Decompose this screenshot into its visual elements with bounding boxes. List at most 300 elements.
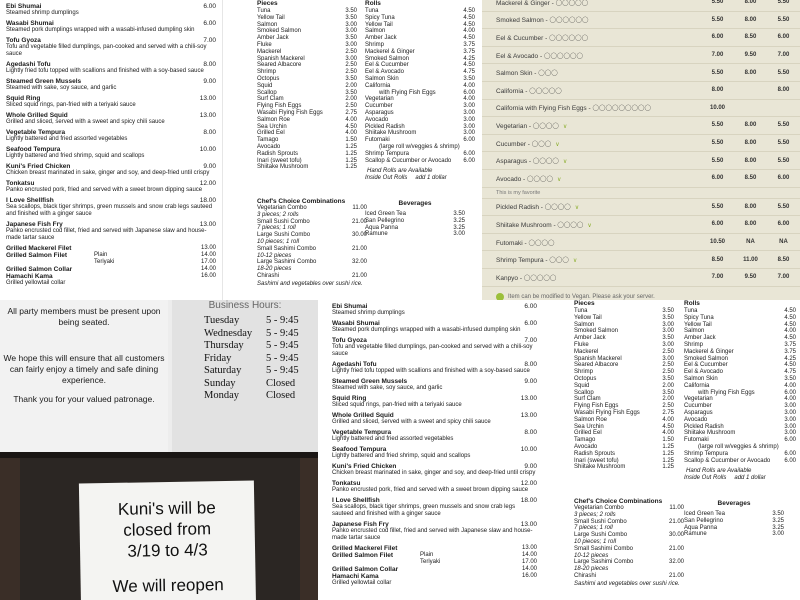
- dish-name: Seafood Tempura: [6, 146, 61, 153]
- online-menu-item-name: [496, 255, 701, 264]
- online-menu-price: 8.50: [744, 34, 757, 41]
- roll-item: [365, 22, 475, 29]
- item-name: Shrimp: [365, 41, 385, 48]
- item-price: 2.50: [345, 69, 357, 76]
- dish-item: [6, 20, 216, 34]
- item-name: Tuna: [684, 308, 698, 314]
- dish-description: Grilled yellowtail collar: [6, 280, 66, 286]
- beverage-price: 3.25: [772, 517, 784, 524]
- item-price: 4.25: [784, 355, 796, 362]
- item-name: Fluke: [574, 341, 589, 348]
- policy-sign: [0, 300, 168, 452]
- dish-price: 13.00: [520, 395, 537, 402]
- item-price: 2.50: [345, 103, 357, 110]
- item-name: Avocado: [365, 116, 389, 123]
- item-name: with Flying Fish Eggs: [379, 89, 436, 96]
- roll-item: [365, 8, 475, 15]
- dish-item: [6, 95, 216, 109]
- item-price: 3.75: [463, 41, 475, 48]
- combo-item: [257, 273, 367, 280]
- item-price: 6.00: [463, 89, 475, 96]
- grilled-item: [6, 280, 216, 287]
- online-menu-price: 8.00: [744, 203, 757, 210]
- dish-item: [332, 429, 537, 443]
- dish-name: Hamachi Kama: [6, 273, 53, 280]
- roll-item: [365, 83, 475, 90]
- online-menu-row: [482, 64, 800, 82]
- combo-name: Large Sashimi Combo: [257, 259, 317, 266]
- dish-price: 8.00: [203, 129, 216, 136]
- piece-item: [257, 110, 357, 117]
- item-name: Shrimp: [574, 369, 594, 376]
- item-name: Futomaki - 〇〇〇〇: [496, 239, 555, 247]
- item-name: Eel & Avocado: [365, 69, 404, 76]
- online-menu-price: 8.00: [744, 16, 757, 23]
- item-price: 3.75: [463, 48, 475, 55]
- item-name: Scallop: [257, 89, 277, 96]
- item-price: 4.50: [463, 14, 475, 21]
- online-menu-price: 5.50: [711, 203, 724, 210]
- dish-list: [6, 3, 216, 287]
- item-name: Yellow Tail: [365, 21, 393, 28]
- piece-item: [574, 444, 674, 451]
- dish-price: 8.00: [524, 361, 537, 368]
- dish-name: Squid Ring: [332, 395, 367, 402]
- chevron-down-icon: ∨: [562, 159, 568, 166]
- dish-price: 6.00: [524, 303, 537, 310]
- dish-item: [6, 61, 216, 75]
- item-price: 3.50: [345, 35, 357, 42]
- option-label: Plain: [94, 252, 108, 258]
- dish-header: [332, 378, 537, 385]
- roll-item: [365, 96, 475, 103]
- online-menu-panel: [482, 0, 800, 300]
- combo-item: [574, 519, 684, 526]
- item-name: Eel & Cucumber: [684, 362, 728, 369]
- dish-name: Tonkatsu: [6, 180, 35, 187]
- online-menu-item-name: [496, 121, 701, 130]
- combos-block-2: [574, 492, 684, 588]
- item-name: Inari (sweet tofu): [574, 457, 619, 464]
- chevron-down-icon: ∨: [562, 123, 568, 130]
- closure-notice: [79, 480, 256, 600]
- combo-price: 32.00: [668, 559, 684, 566]
- item-name: Kanpyo - 〇〇〇〇〇: [496, 274, 557, 282]
- online-menu-row: [482, 269, 800, 287]
- online-menu-item-name: [496, 139, 701, 148]
- combo-price: 21.00: [351, 272, 367, 279]
- online-menu-item-name: [496, 51, 701, 60]
- hours-value: Closed: [266, 390, 296, 401]
- combo-item: [574, 505, 684, 512]
- item-name: Smoked Salmon: [574, 328, 619, 335]
- item-name: Radish Sprouts: [574, 450, 616, 457]
- grilled-item: [332, 545, 537, 552]
- online-menu-price: NA: [746, 239, 755, 246]
- online-menu-price: 5.50: [711, 157, 724, 164]
- item-price: 3.00: [463, 109, 475, 116]
- item-price: 2.50: [662, 403, 674, 410]
- item-name: Asparagus - 〇〇〇〇: [496, 158, 559, 166]
- item-price: 4.00: [784, 396, 796, 403]
- grilled-section: [332, 545, 537, 587]
- item-name: Sea Urchin: [257, 123, 287, 130]
- piece-item: [574, 376, 674, 383]
- roll-item: [684, 383, 796, 390]
- dish-name: Kuni's Fried Chicken: [6, 163, 71, 170]
- beverage-name: Iced Green Tea: [684, 511, 725, 517]
- dish-name: Agedashi Tofu: [332, 361, 377, 368]
- item-name: Shrimp Tempura: [684, 450, 728, 457]
- combo-name: Chirashi: [574, 572, 597, 579]
- dish-item: [332, 378, 537, 392]
- roll-item: [365, 158, 475, 165]
- option-label: Teriyaki: [94, 259, 115, 265]
- item-price: 1.50: [345, 137, 357, 144]
- roll-item: [365, 62, 475, 69]
- dish-price: 16.00: [200, 273, 216, 279]
- item-price: 3.75: [784, 348, 796, 355]
- online-menu-item-name: [496, 273, 701, 282]
- item-name: Surf Clam: [257, 96, 284, 103]
- online-menu-price: 8.00: [744, 122, 757, 129]
- dish-item: [6, 112, 216, 126]
- dish-item: [6, 180, 216, 194]
- item-price: 4.75: [463, 69, 475, 76]
- dish-description: Sea scallops, black tiger shrimps, green mussels and snow crab legs sauteed and finished with a ginger sauce: [6, 204, 213, 217]
- piece-item: [257, 130, 357, 137]
- roll-item: [684, 403, 796, 410]
- item-name: Asparagus: [684, 409, 713, 416]
- dish-price: 17.00: [200, 259, 216, 265]
- dish-price: 14.00: [200, 252, 216, 258]
- dish-header: [6, 221, 216, 228]
- item-price: 3.50: [463, 75, 475, 82]
- combo-price: 30.00: [668, 532, 684, 539]
- item-price: 1.25: [345, 157, 357, 164]
- hours-row: [172, 378, 318, 391]
- item-note: This is my favorite: [482, 188, 800, 199]
- online-menu-item-name: [496, 174, 701, 183]
- dish-price: 14.00: [521, 552, 537, 558]
- grilled-item: [6, 252, 216, 259]
- dish-item: [332, 337, 537, 358]
- dish-item: [6, 37, 216, 58]
- piece-item: [574, 417, 674, 424]
- online-menu-price: 5.50: [777, 203, 790, 210]
- item-name: California: [684, 382, 710, 389]
- item-name: Spicy Tuna: [365, 14, 395, 21]
- online-menu-price: 6.00: [777, 175, 790, 182]
- piece-item: [574, 383, 674, 390]
- storefront-signs-photo: [0, 300, 318, 600]
- combo-name: Vegetarian Combo: [574, 505, 624, 511]
- item-price: 4.50: [662, 423, 674, 430]
- day-label: Tuesday: [204, 315, 240, 326]
- grilled-item: [6, 266, 216, 273]
- online-menu-price: 8.00: [744, 157, 757, 164]
- combo-item: [574, 532, 684, 539]
- dish-price: 16.00: [521, 573, 537, 579]
- dish-name: Vegetable Tempura: [332, 429, 392, 436]
- dish-description: Lightly fried tofu topped with scallions and finished with a soy-based sauce: [6, 68, 204, 74]
- item-name: California with Flying Fish Eggs - 〇〇〇〇〇〇〇〇〇: [496, 105, 651, 113]
- online-menu-price: 10.00: [709, 104, 725, 111]
- hand-rolls-note: Hand Rolls are Available Inside Out Rolls add 1 dollar: [365, 168, 447, 182]
- beverage-price: 3.00: [772, 531, 784, 538]
- item-price: 4.00: [463, 82, 475, 89]
- dish-header: [6, 180, 216, 187]
- rolls-column: [365, 0, 475, 182]
- item-name: Shiitake Mushroom: [574, 464, 626, 471]
- item-name: Sea Urchin: [574, 423, 604, 430]
- item-price: 3.00: [345, 21, 357, 28]
- roll-item: [684, 362, 796, 369]
- item-name: Vegetarian - 〇〇〇〇: [496, 122, 559, 130]
- item-price: 3.50: [662, 314, 674, 321]
- item-name: Scallop & Cucumber or Avocado: [365, 157, 452, 164]
- combo-item: [257, 246, 367, 253]
- online-menu-row: [482, 135, 800, 153]
- item-price: 6.00: [784, 389, 796, 396]
- combo-price: 21.00: [668, 545, 684, 552]
- piece-item: [257, 151, 357, 158]
- dish-header: [332, 412, 537, 419]
- item-name: Salmon Roe: [257, 116, 291, 123]
- dish-description: Lightly battered and fried assorted vegetables: [332, 436, 454, 442]
- item-name: Tuna: [365, 8, 379, 14]
- dish-description: Panko encrusted pork, fried and served with a sweet brown dipping sauce: [6, 187, 203, 193]
- online-menu-item-name: [496, 103, 701, 112]
- dish-description: Panko encrusted cod fillet, fried and served with Japanese slaw and house-made tartar sauce: [332, 528, 533, 541]
- item-name: Spanish Mackerel: [257, 55, 305, 62]
- dish-name: Tofu Gyoza: [332, 337, 367, 344]
- dish-price: 13.00: [200, 245, 216, 251]
- roll-item: [684, 437, 796, 444]
- dish-price: 13.00: [520, 521, 537, 528]
- item-price: 4.50: [784, 308, 796, 314]
- item-name: Salmon Skin: [365, 75, 399, 82]
- item-name: Octopus: [574, 375, 597, 382]
- item-name: Avocado - 〇〇〇〇: [496, 175, 553, 183]
- option-label: Teriyaki: [420, 559, 441, 565]
- item-price: 3.00: [463, 130, 475, 137]
- beverage-name: Iced Green Tea: [365, 211, 406, 217]
- piece-item: [574, 437, 674, 444]
- roll-item: [684, 417, 796, 424]
- item-price: 3.50: [662, 335, 674, 342]
- online-menu-price: 7.00: [777, 52, 790, 59]
- dish-price: 6.00: [203, 3, 216, 10]
- door-window: [0, 458, 318, 600]
- item-name: Fluke: [257, 41, 272, 48]
- combo-detail: 10-12 pieces: [574, 552, 609, 559]
- dish-description: Tofu and vegetable filled dumplings, pan-cooked and served with a chili-soy sauce: [6, 44, 207, 57]
- combos-note-2: Sashimi and vegetables over sushi rice.: [574, 580, 680, 587]
- combo-price: 21.00: [351, 218, 367, 225]
- item-price: 3.50: [662, 308, 674, 314]
- item-name: (large roll w/veggies & shrimp): [379, 143, 460, 150]
- roll-item: [365, 28, 475, 35]
- combo-detail: 18-20 pieces: [574, 566, 609, 573]
- dish-price: 14.00: [521, 566, 537, 572]
- dish-price: 7.00: [203, 37, 216, 44]
- day-label: Wednesday: [204, 327, 253, 339]
- dish-price: 13.00: [199, 95, 216, 102]
- dish-description: Steamed with sake, soy sauce, and garlic: [6, 85, 117, 91]
- roll-item: [684, 458, 796, 465]
- item-name: Asparagus: [365, 109, 394, 116]
- item-price: 6.00: [784, 437, 796, 444]
- combo-price: 30.00: [351, 232, 367, 239]
- item-name: Eel & Cucumber - 〇〇〇〇〇〇: [496, 34, 589, 42]
- combo-item: [574, 559, 684, 566]
- hand-rolls-note-2: Hand Rolls are Available Inside Out Rolls add 1 dollar: [684, 468, 766, 482]
- dish-item: [6, 3, 216, 17]
- item-price: 2.50: [662, 369, 674, 376]
- item-name: Pickled Radish: [365, 123, 405, 130]
- pieces-column: [257, 0, 357, 171]
- dish-name: I Love Shellfish: [6, 197, 54, 204]
- item-price: 3.75: [784, 341, 796, 348]
- item-name: Mackerel & Ginger: [684, 348, 734, 355]
- beverage-item: [684, 518, 784, 525]
- rolls-column-2: [684, 300, 796, 482]
- piece-item: [574, 430, 674, 437]
- piece-item: [257, 144, 357, 151]
- item-name: Eel & Avocado: [684, 369, 723, 376]
- item-price: 6.00: [463, 157, 475, 164]
- item-name: Tamago: [257, 137, 279, 144]
- item-price: 4.25: [463, 55, 475, 62]
- dish-name: Wasabi Shumai: [6, 20, 54, 27]
- piece-item: [257, 42, 357, 49]
- item-name: Tamago: [574, 437, 596, 444]
- piece-item: [257, 35, 357, 42]
- combo-price: 21.00: [351, 245, 367, 252]
- dish-price: 13.00: [521, 545, 537, 551]
- combo-name: Large Sashimi Combo: [574, 559, 634, 566]
- item-price: 4.00: [463, 96, 475, 103]
- online-menu-item-name: [496, 238, 701, 247]
- item-name: Smoked Salmon: [257, 28, 302, 35]
- item-price: 4.75: [784, 369, 796, 376]
- piece-item: [574, 424, 674, 431]
- dish-header: [332, 446, 537, 453]
- roll-item: [365, 110, 475, 117]
- online-menu-price: 8.00: [744, 0, 757, 6]
- online-menu-row: [482, 47, 800, 65]
- beverage-price: 3.00: [453, 231, 465, 238]
- dish-description: Sliced squid rings, pan-fried with a teriyaki sauce: [332, 402, 462, 408]
- dish-header: [6, 3, 216, 10]
- dish-name: Grilled Mackerel Filet: [332, 545, 398, 552]
- beverage-price: 3.25: [772, 524, 784, 531]
- item-name: Salmon: [365, 28, 386, 35]
- roll-item: [365, 130, 475, 137]
- online-menu-price: 5.50: [777, 0, 790, 6]
- combo-item: [257, 232, 367, 239]
- day-label: Thursday: [204, 340, 244, 351]
- beverage-price: 3.25: [453, 217, 465, 224]
- piece-item: [574, 458, 674, 465]
- combo-detail: 18-20 pieces: [257, 266, 292, 273]
- item-name: Spanish Mackerel: [574, 355, 622, 362]
- beverage-name: San Pellegrino: [365, 217, 405, 224]
- online-menu-item-name: [496, 0, 701, 7]
- hours-value: 5 - 9:45: [266, 365, 299, 376]
- dish-description: Sliced squid rings, pan-fried with a teriyaki sauce: [6, 102, 136, 108]
- combos-heading-2: Chef's Choice Combinations: [574, 498, 663, 505]
- dish-name: Steamed Green Mussels: [6, 78, 82, 85]
- fairness-notice: We hope this will ensure that all customers can fairly enjoy a timely and safe dining experience.: [3, 353, 165, 385]
- piece-item: [574, 322, 674, 329]
- online-menu-price: 5.50: [711, 140, 724, 147]
- item-name: Mackerel: [574, 348, 599, 355]
- dish-item: [332, 480, 537, 494]
- piece-item: [574, 328, 674, 335]
- piece-item: [574, 410, 674, 417]
- item-name: Eel & Cucumber: [365, 62, 409, 69]
- item-name: Cucumber: [365, 103, 393, 110]
- item-price: 2.75: [662, 409, 674, 416]
- item-price: 3.00: [345, 41, 357, 48]
- option-label: Plain: [420, 552, 434, 558]
- dish-price: 6.00: [524, 320, 537, 327]
- item-price: 2.50: [345, 48, 357, 55]
- online-menu-price: 5.50: [711, 122, 724, 129]
- dish-item: [332, 412, 537, 426]
- online-menu-price: 8.50: [744, 175, 757, 182]
- online-menu-item-name: [496, 156, 701, 165]
- combo-detail: 3 pieces; 2 rolls: [257, 211, 299, 218]
- roll-item: [684, 430, 796, 437]
- combos-heading: Chef's Choice Combinations: [257, 198, 346, 205]
- item-name: Avocado: [574, 443, 598, 450]
- item-name: Salmon: [684, 328, 705, 335]
- item-name: Salmon: [574, 321, 595, 328]
- dish-description: Sea scallops, black tiger shrimps, green mussels and snow crab legs sauteed and finished with a ginger sauce: [332, 504, 516, 517]
- roll-item: [365, 137, 475, 144]
- dish-header: [6, 163, 216, 170]
- dish-item: [332, 361, 537, 375]
- day-label: Sunday: [204, 377, 236, 389]
- beverage-name: Ramune: [684, 531, 707, 538]
- item-name: Spicy Tuna: [684, 314, 714, 321]
- dish-header: [6, 37, 216, 44]
- item-name: Tuna: [257, 8, 271, 14]
- dish-header: [6, 95, 216, 102]
- dish-item: [6, 197, 216, 218]
- dish-description: Chicken breast marinated in sake, ginger and soy, and deep-fried until crispy: [6, 170, 210, 176]
- item-name: Amber Jack: [365, 35, 397, 42]
- piece-item: [257, 76, 357, 83]
- beverage-price: 3.50: [772, 511, 784, 517]
- item-price: 6.00: [784, 457, 796, 464]
- combo-name: Large Sushi Combo: [574, 532, 628, 539]
- grilled-item: [332, 573, 537, 580]
- hours-title: Business Hours:: [208, 300, 282, 311]
- combos-note: Sashimi and vegetables over sushi rice.: [257, 280, 363, 287]
- combos-block: [257, 192, 367, 288]
- combo-name: Small Sashimi Combo: [574, 545, 634, 552]
- roll-item: [365, 35, 475, 42]
- item-price: 4.00: [463, 28, 475, 35]
- item-price: 3.50: [662, 389, 674, 396]
- door-frame: [300, 458, 318, 600]
- hours-row: [172, 340, 318, 353]
- piece-item: [574, 315, 674, 322]
